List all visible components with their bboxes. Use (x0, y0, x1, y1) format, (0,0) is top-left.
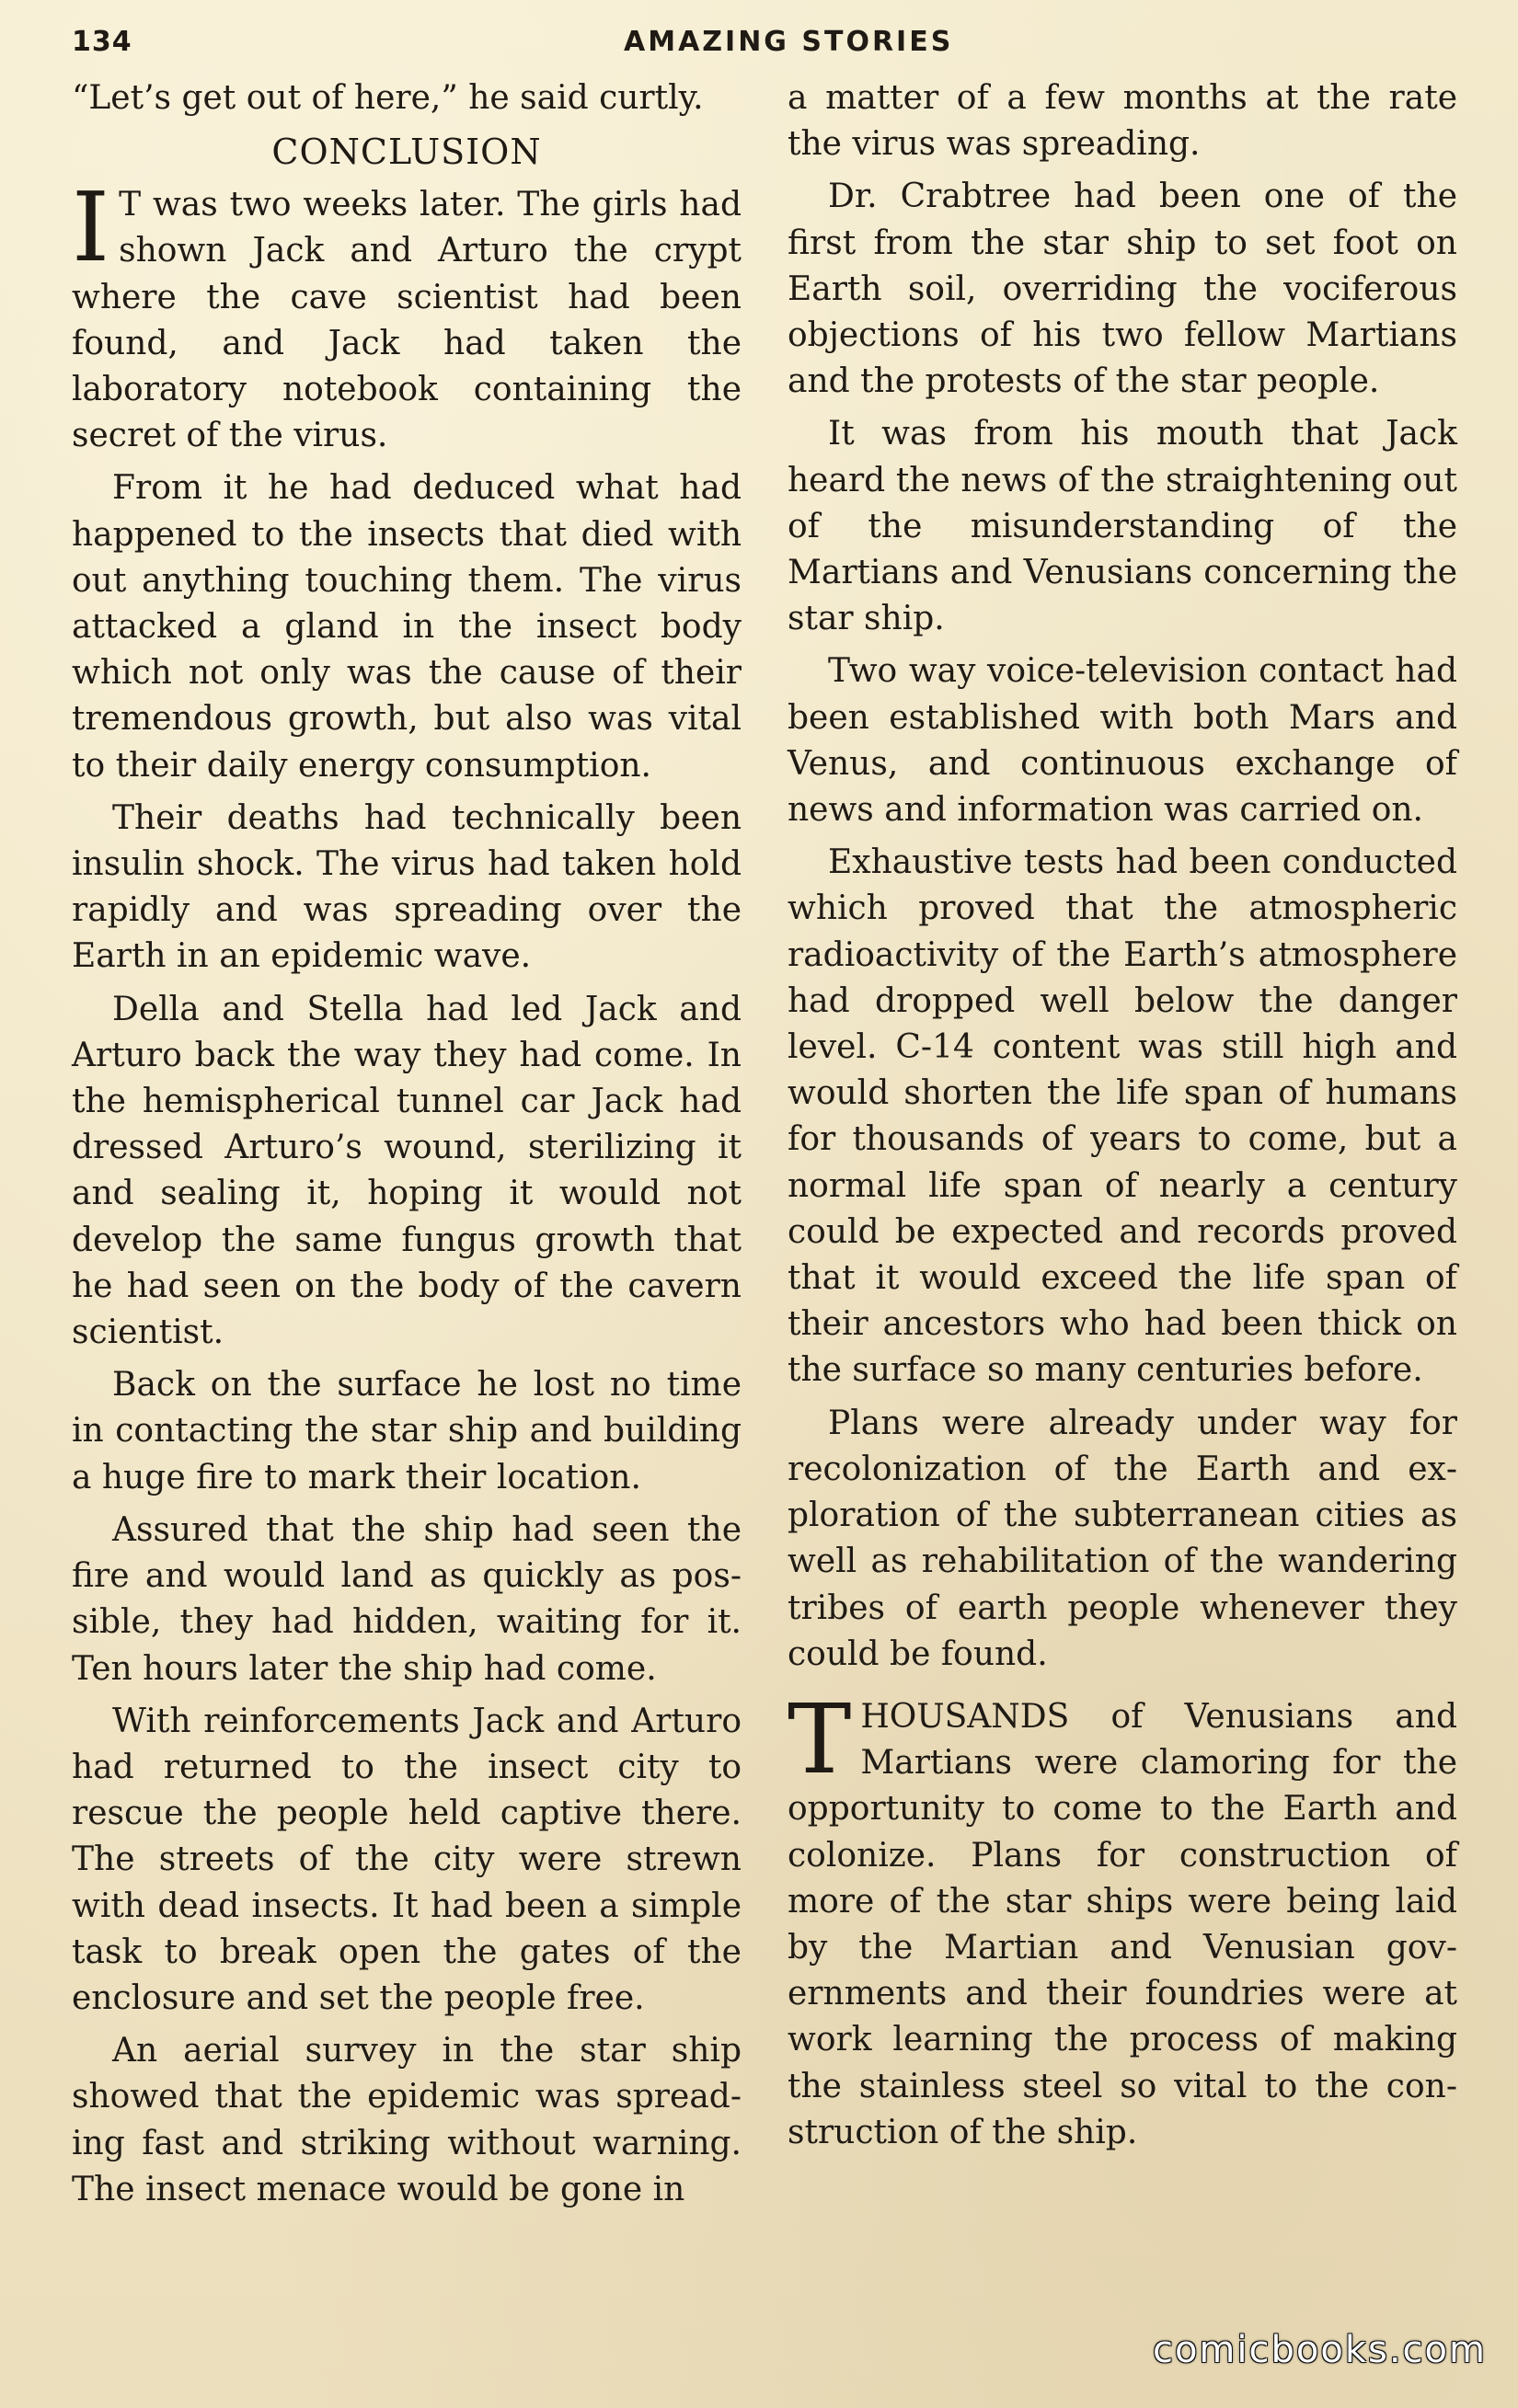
paragraph: Back on the surface he lost no time in contacting the star ship and building a huge fire to mark their location. (72, 1366, 742, 1496)
paragraph: An aerial survey in the star ship showed that the epidemic was spreading fast and striking without warning. The insect menace would be gone in (72, 2032, 742, 2208)
paragraph-text: HOUSANDS of Venusians and Martians were clamoring for the opportunity to come to the Earth and colonize. Plans for construction of more of the star ships were being laid by the Martian and Venusian governments and their foundries were at work learning the process of making the stainless steel so vital to the construction of the ship. (788, 1697, 1457, 2151)
paragraph-with-dropcap (788, 1682, 1457, 2156)
opening-paragraph: “Let’s get out of here,” he said curtly. (72, 79, 704, 117)
drop-cap: I (72, 171, 110, 284)
paragraph: Plans were already under way for recolonization of the Earth and exploration of the subterranean cities as well as rehabilitation of the wandering tribes of earth people whenever they could be found. (788, 1404, 1457, 1673)
paragraph: Two way voice-television contact had been established with both Mars and Venus, and continuous exchange of news and information was carried on. (788, 652, 1457, 830)
paragraph: Their deaths had technically been insulin shock. The virus had taken hold rapidly and was spreading over the Earth in an epidemic wave. (72, 798, 742, 976)
section-heading: CONCLUSION (271, 132, 542, 173)
paragraph-with-dropcap (72, 171, 742, 459)
paragraph: Exhaustive tests had been conducted which proved that the atmospheric radioactivity of the Earth’s atmosphere had dropped well below the danger level. C-14 content was still high and would shorten the life span of humans for thousands of years to come, but a normal life span of nearly a century could be expected and records proved that it would exceed the life span of their ancestors who had been thick on the surface so many centuries before. (788, 843, 1457, 1390)
drop-cap: T (788, 1682, 852, 1795)
right-column (788, 75, 1457, 2162)
paragraph: With reinforcements Jack and Arturo had returned to the insect city to rescue the people held captive there. The streets of the city were strewn with dead insects. It had been a simple task to break open the gates of the enclosure and set the people free. (72, 1702, 742, 2017)
page-header (72, 26, 1463, 63)
site-watermark: comicbooks.com (1152, 2329, 1487, 2371)
continued-paragraph: a matter of a few months at the rate the virus was spreading. (788, 79, 1457, 164)
paragraph: From it he had deduced what had happened to the insects that died with out anything touching them. The virus attacked a gland in the insect body which not only was the cause of their tremendous growth, but also was vital to their daily energy consumption. (72, 469, 742, 785)
left-column (72, 75, 742, 2219)
paragraph: It was from his mouth that Jack heard the news of the straightening out of the misunderstanding of the Martians and Venusians concerning the star ship. (788, 415, 1457, 638)
paragraph: Della and Stella had led Jack and Arturo back the way they had come. In the hemispherical tunnel car Jack had dressed Arturo’s wound, sterilizing it and sealing it, hoping it would not develop the same fungus growth that he had seen on the body of the cavern scientist. (72, 990, 742, 1352)
paragraph: Dr. Crabtree had been one of the first from the star ship to set foot on Earth soil, overriding the vociferous objections of his two fellow Martians and the protests of the star people. (788, 178, 1457, 401)
running-title: AMAZING STORIES (624, 26, 954, 58)
paragraph: Assured that the ship had seen the fire and would land as quickly as possible, they had hidden, waiting for it. Ten hours later the ship had come. (72, 1510, 742, 1688)
page-number: 134 (72, 26, 132, 58)
paragraph-text: T was two weeks later. The girls had shown Jack and Arturo the crypt where the cave scientist had been found, and Jack had taken the laboratory notebook containing the secret of the virus. (72, 186, 742, 455)
